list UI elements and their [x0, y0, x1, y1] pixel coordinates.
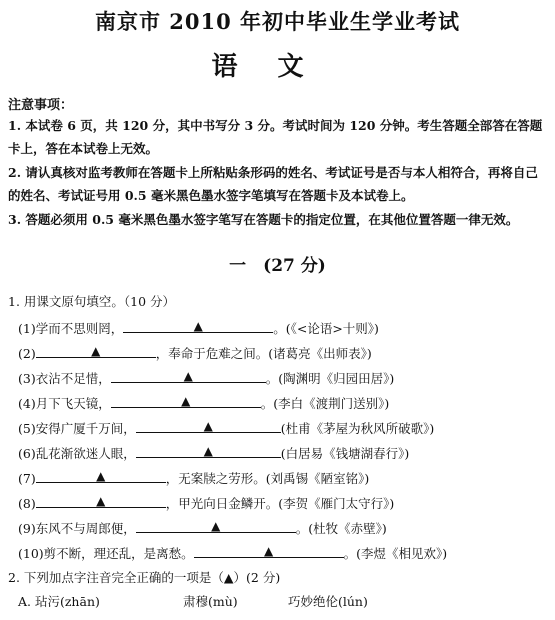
triangle-icon: ▲ [181, 394, 191, 408]
fill-item-before: (3)衣沾不足惜， [18, 371, 111, 386]
triangle-icon: ▲ [203, 419, 213, 433]
fill-item-after: ，无案牍之劳形。(刘禹锡《陋室铭》) [165, 471, 370, 486]
notice-item: 3. 答题必须用 0.5 毫米黑色墨水签字笔写在答题卡的指定位置，在其他位置答题一律无效。 [8, 212, 519, 227]
fill-item [18, 318, 538, 338]
answer-blank [136, 443, 281, 458]
triangle-icon: ▲ [96, 469, 106, 483]
notice-item: 2. 请认真核对监考教师在答题卡上所粘贴条形码的姓名、考试证号是否与本人相符合，再将自己的姓名、考试证号用 0.5 毫米黑色墨水签字笔填写在答题卡及本试卷上。 [8, 165, 538, 203]
fill-item-before: (9)东风不与周郎便， [18, 521, 136, 536]
fill-item-before: (4)月下飞天镜， [18, 396, 111, 411]
answer-blank [36, 468, 166, 483]
fill-item [18, 443, 538, 463]
fill-item-after: 。(李白《渡荆门送别》) [260, 396, 390, 411]
fill-item-after: ，奉命于危难之间。(诸葛亮《出师表》) [155, 346, 372, 361]
question-2-prompt: 2. 下列加点字注音完全正确的一项是（▲）(2 分) [8, 570, 281, 585]
triangle-icon: ▲ [91, 344, 101, 358]
answer-blank [111, 393, 261, 408]
fill-item-before: (8) [18, 496, 36, 511]
triangle-icon: ▲ [203, 444, 213, 458]
fill-item [18, 493, 538, 513]
answer-blank [136, 418, 281, 433]
fill-item-after: 。(杜牧《赤壁》) [295, 521, 387, 536]
fill-item-before: (1)学而不思则罔， [18, 321, 124, 336]
exam-title: 南京市 2010 年初中毕业生学业考试 [94, 9, 461, 34]
notice-item: 1. 本试卷 6 页，共 120 分，其中书写分 3 分。考试时间为 120 分钟。考生答题全部答在答题卡上，答在本试卷上无效。 [8, 118, 543, 156]
fill-item [18, 393, 538, 413]
fill-item [18, 418, 538, 438]
answer-blank [111, 368, 266, 383]
fill-item [18, 543, 538, 563]
section-heading: 一 (27 分) [229, 256, 326, 276]
choice-a-word-1: A. 玷污(zhān) [18, 594, 100, 609]
answer-blank [36, 343, 156, 358]
choice-a-word-3: 巧妙绝伦(lún) [288, 594, 368, 609]
triangle-icon: ▲ [193, 319, 203, 333]
fill-item [18, 343, 538, 363]
subject-title: 语文 [211, 52, 344, 82]
fill-item-before: (2) [18, 346, 36, 361]
fill-item-before: (7) [18, 471, 36, 486]
fill-item [18, 518, 538, 538]
fill-item [18, 468, 538, 488]
fill-item-after: (白居易《钱塘湖春行》) [280, 446, 410, 461]
fill-item-after: 。(李煜《相见欢》) [343, 546, 448, 561]
fill-item-after: 。(《<论语>十则》) [273, 321, 379, 336]
answer-blank [194, 543, 344, 558]
question-1-prompt: 1. 用课文原句填空。（10 分） [8, 294, 176, 309]
answer-blank [136, 518, 296, 533]
triangle-icon: ▲ [96, 494, 106, 508]
fill-item-before: (6)乱花渐欲迷人眼， [18, 446, 136, 461]
triangle-icon: ▲ [211, 519, 221, 533]
triangle-icon: ▲ [183, 369, 193, 383]
fill-item [18, 368, 538, 388]
fill-item-before: (10)剪不断，理还乱，是离愁。 [18, 546, 194, 561]
fill-item-after: 。(陶渊明《归园田居》) [265, 371, 395, 386]
triangle-icon: ▲ [264, 544, 274, 558]
notice-heading: 注意事项： [8, 98, 74, 113]
answer-blank [36, 493, 166, 508]
choice-row [18, 592, 538, 610]
answer-blank [123, 318, 273, 333]
fill-item-after: ，甲光向日金鳞开。(李贺《雁门太守行》) [165, 496, 395, 511]
choice-a-word-2: 肃穆(mù) [183, 594, 238, 609]
fill-item-after: (杜甫《茅屋为秋风所破歌》) [280, 421, 435, 436]
fill-item-before: (5)安得广厦千万间， [18, 421, 136, 436]
